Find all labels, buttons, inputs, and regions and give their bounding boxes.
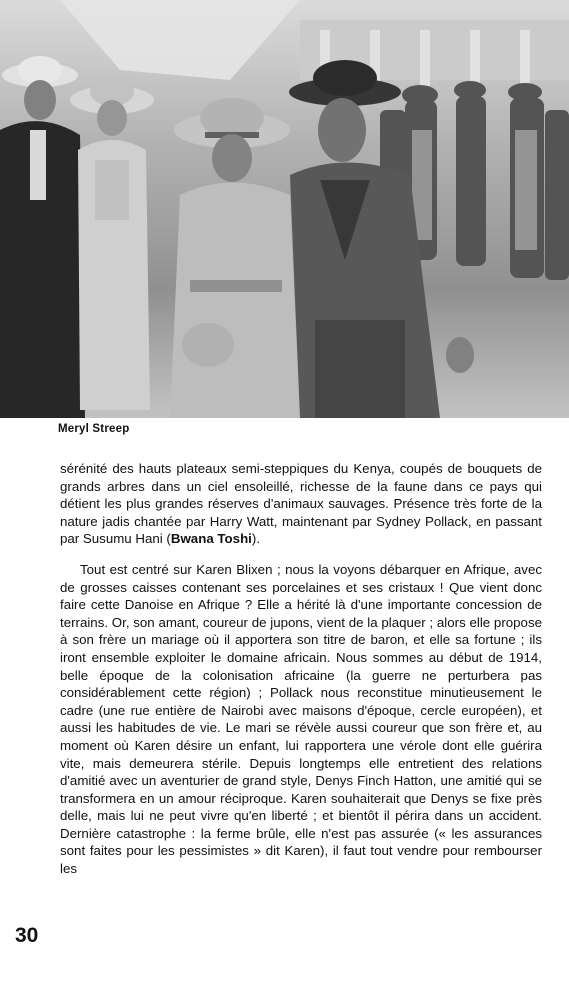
film-title-bold: Bwana Toshi — [170, 531, 252, 547]
film-still-photo — [0, 0, 569, 418]
paragraph-text: sérénité des hauts plateaux semi-steppiques du Kenya, coupés de bouquets de grands arbres dans un ciel ensoleillé, richesse de la faune dans ce pays qui détient les plus grandes réserves d'animaux sauvages. Présence très forte de la nature jadis chantée par Harry Watt, maintenant par Sydney Pollack, en passant par Susumu Hani ( — [60, 461, 542, 547]
article-paragraph — [60, 561, 542, 878]
article-paragraph — [60, 460, 542, 548]
photo-caption: Meryl Streep — [58, 423, 130, 435]
article-body — [60, 460, 542, 878]
paragraph-text-end: ). — [251, 531, 261, 547]
paragraph-text: Tout est centré sur Karen Blixen ; nous la voyons débarquer en Afrique, avec de grosses caisses contenant ses porcelaines et ses cristaux ! Que vient donc faire cette Danoise en Afrique ? Elle a hérité là d'une importante concession de terrains. Or, son amant, coureur de jupons, vient de la plaquer ; alors elle propose à son frère un mariage où il apportera son titre de baron, et elle sa fortune ; ils iront ensemble exploiter le domaine africain. Nous sommes au début de 1914, belle époque de la colonisation africaine (la guerre ne perturbera pas considérablement cette région) ; Pollack nous reconstitue minutieusement le cadre (une rue entière de Nairobi avec maisons d'époque, cercle européen), et aussi les habitudes de vie. Le mari se révèle aussi coureur que son frère et, au moment où Karen désire un enfant, lui rapportera une vérole dont elle guérira vite, mais demeurera stérile. Depuis longtemps elle entretient des relations d'amitié avec un aventurier de grand style, Denys Finch Hatton, une amitié qui se transformera en un amour réciproque. Karen souhaiterait que Denys se fixe près delle, mais lui ne peut vivre qu'en liberté ; et bientôt il périra dans un accident. Dernière catastrophe : la ferme brûle, elle n'est pas assurée (« les assurances sont faites pour les pessimistes » dit Karen), il faut tout vendre pour rembourser les — [60, 561, 542, 877]
page-number: 30 — [15, 924, 39, 947]
